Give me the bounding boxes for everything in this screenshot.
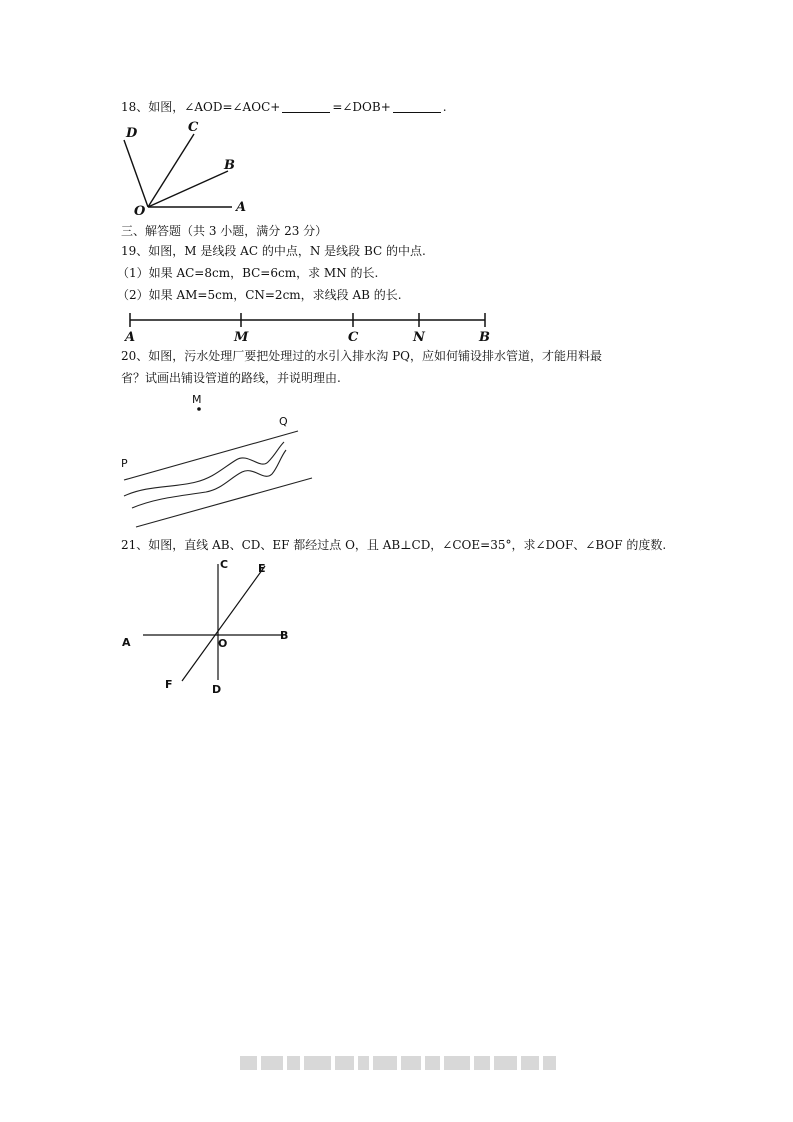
q18-label-A: A xyxy=(236,200,247,215)
q21-label-D: D xyxy=(212,683,222,696)
q18-text-mid: =∠DOB+ xyxy=(332,100,391,114)
q18-label-D: D xyxy=(126,126,138,141)
q19-part-2: （2）如果 AM=5cm，CN=2cm，求线段 AB 的长. xyxy=(117,288,402,302)
q21-label-C: C xyxy=(220,558,229,571)
q18-label-C: C xyxy=(188,120,199,135)
q21-text: 21、如图，直线 AB、CD、EF 都经过点 O，且 AB⊥CD，∠COE=35°，求∠DOF、∠BOF 的度数. xyxy=(121,538,667,552)
q18-text xyxy=(121,99,447,115)
q21-label-F: F xyxy=(165,678,173,691)
q18-text-pre: 18、如图，∠AOD=∠AOC+ xyxy=(121,100,281,114)
q18-angle-figure xyxy=(118,118,258,218)
ditch-lower-edge xyxy=(136,478,312,527)
q20-text-line-2: 省？试画出铺设管道的路线，并说明理由. xyxy=(121,371,341,385)
ditch-water-lower xyxy=(132,450,286,508)
section3-heading: 三、解答题（共 3 小题，满分 23 分） xyxy=(121,224,328,238)
q19-label-C: C xyxy=(348,330,359,345)
q18-label-B: B xyxy=(224,158,235,173)
point-M xyxy=(197,407,201,411)
q21-label-A: A xyxy=(122,636,131,649)
line-EF xyxy=(182,566,265,681)
q18-blank-1[interactable] xyxy=(282,100,330,113)
q19-label-M: M xyxy=(234,330,249,345)
q19-label-N: N xyxy=(413,330,425,345)
ditch-upper-edge xyxy=(124,431,298,480)
q20-label-Q: Q xyxy=(279,415,288,428)
footer-watermark xyxy=(240,1056,556,1070)
q19-label-A: A xyxy=(125,330,136,345)
q18-label-O: O xyxy=(134,204,146,219)
ditch-water-upper xyxy=(124,442,284,496)
q21-label-O: O xyxy=(218,637,228,650)
q19-segment-figure xyxy=(120,308,500,348)
q20-label-P: P xyxy=(121,457,128,470)
q18-text-end: . xyxy=(442,100,447,114)
q20-text-line-1: 20、如图，污水处理厂要把处理过的水引入排水沟 PQ，应如何铺设排水管道，才能用料最 xyxy=(121,349,602,363)
q20-ditch-figure xyxy=(118,390,318,530)
q21-lines-figure xyxy=(118,556,308,701)
q19-part-1: （1）如果 AC=8cm，BC=6cm，求 MN 的长. xyxy=(117,266,379,280)
q18-blank-2[interactable] xyxy=(393,100,441,113)
q19-label-B: B xyxy=(479,330,490,345)
q21-label-E: E xyxy=(258,562,266,575)
ray-OD xyxy=(124,140,148,207)
q20-label-M: M xyxy=(192,393,202,406)
q19-text: 19、如图，M 是线段 AC 的中点，N 是线段 BC 的中点. xyxy=(121,244,426,258)
q21-label-B: B xyxy=(280,629,289,642)
